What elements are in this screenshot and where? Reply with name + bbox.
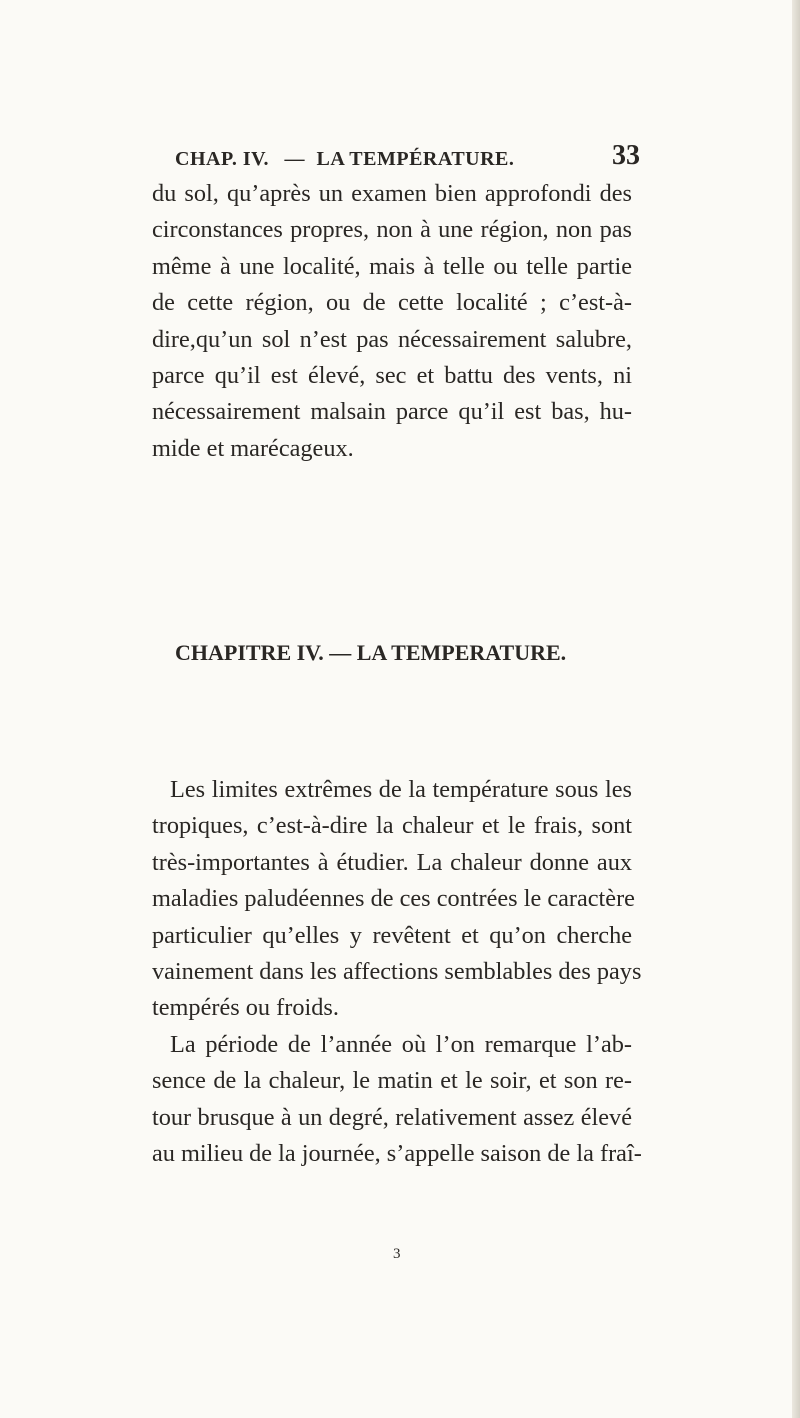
text-line: Les limites extrêmes de la température sous les [170, 776, 632, 803]
text-line: tempérés ou froids. [152, 994, 339, 1022]
text-line: vainement dans les affections semblables des pays [152, 958, 642, 986]
text-line: sence de la chaleur, le matin et le soir, et son re- [152, 1067, 632, 1095]
text-line: nécessairement malsain parce qu’il est bas, hu- [152, 398, 632, 426]
running-head [175, 148, 635, 171]
page-edge-shadow [792, 0, 800, 1418]
page-number: 33 [612, 140, 640, 171]
text-line: particulier qu’elles y revêtent et qu’on cherche [152, 921, 632, 949]
text-line: maladies paludéennes de ces contrées le caractère [152, 885, 635, 913]
running-head-subject: LA TEMPÉRATURE. [316, 148, 515, 170]
paragraph-continued [152, 176, 632, 467]
chapter-body [152, 772, 642, 1172]
text-line: circonstances propres, non à une région, non pas [152, 216, 632, 244]
chapter-heading: CHAPITRE IV. — LA TEMPERATURE. [175, 640, 567, 665]
text-line: très-importantes à étudier. La chaleur donne aux [152, 848, 632, 876]
paragraph [152, 1027, 642, 1173]
text-line: tropiques, c’est-à-dire la chaleur et le frais, sont [152, 812, 632, 840]
text-line: mide et marécageux. [152, 434, 354, 462]
signature-mark: 3 [393, 1246, 401, 1262]
text-line: dire,qu’un sol n’est pas nécessairement salubre, [152, 325, 632, 353]
text-line: tour brusque à un degré, relativement assez élevé [152, 1103, 632, 1131]
text-line: La période de l’année où l’on remarque l’ab- [170, 1030, 632, 1058]
running-head-chapter: CHAP. IV. [175, 148, 269, 170]
text-line: du sol, qu’après un examen bien approfondi des [152, 180, 632, 207]
running-head-separator: — [284, 148, 305, 170]
text-line: au milieu de la journée, s’appelle saison de la fraî- [152, 1140, 642, 1168]
paragraph [152, 772, 642, 1027]
text-line: de cette région, ou de cette localité ; c’est-à- [152, 289, 632, 317]
text-line: même à une localité, mais à telle ou telle partie [152, 252, 632, 280]
text-line: parce qu’il est élevé, sec et battu des vents, ni [152, 362, 632, 390]
